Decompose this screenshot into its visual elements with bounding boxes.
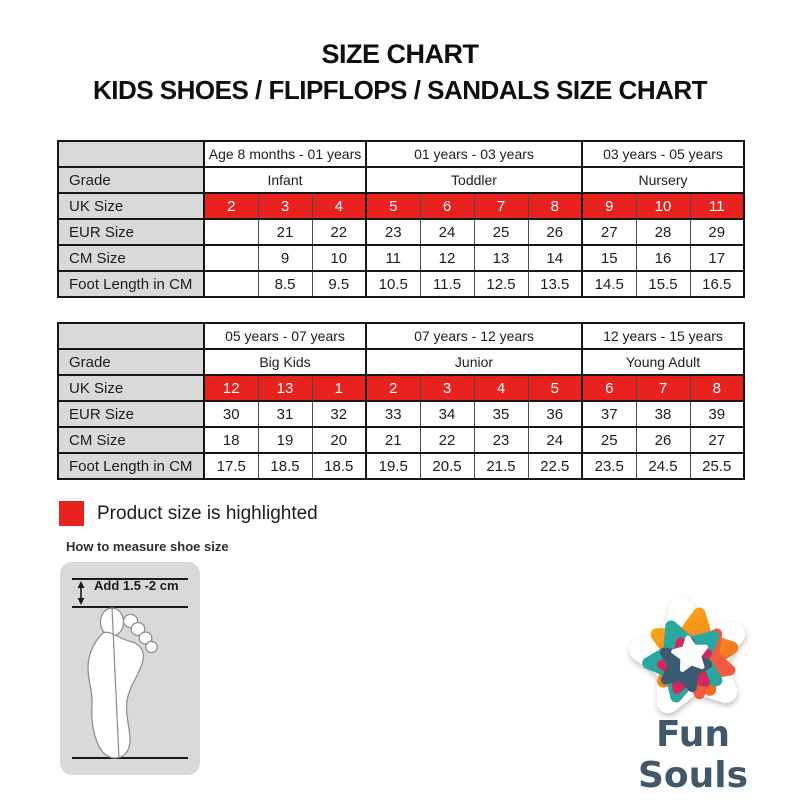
- uk-size-cell: 5: [366, 193, 420, 219]
- size-value-cell: 24: [528, 427, 582, 453]
- size-value-cell: 9: [258, 245, 312, 271]
- uk-size-cell: 9: [582, 193, 636, 219]
- row-label-cell: EUR Size: [58, 401, 204, 427]
- age-group-cell: Age 8 months - 01 years: [204, 141, 366, 167]
- measure-heading: How to measure shoe size: [66, 539, 229, 554]
- size-value-cell: 23: [366, 219, 420, 245]
- uk-size-cell: 6: [420, 193, 474, 219]
- row-label-cell: CM Size: [58, 427, 204, 453]
- size-value-cell: 26: [636, 427, 690, 453]
- grade-row: [58, 167, 744, 193]
- size-value-cell: 23: [474, 427, 528, 453]
- size-value-cell: 33: [366, 401, 420, 427]
- uk-size-cell: 2: [204, 193, 258, 219]
- uk-size-cell: 8: [528, 193, 582, 219]
- size-value-cell: 25.5: [690, 453, 744, 479]
- size-value-cell: 18.5: [312, 453, 366, 479]
- uk-size-cell: 11: [690, 193, 744, 219]
- cm-size-row: [58, 245, 744, 271]
- row-label-cell: Grade: [58, 349, 204, 375]
- size-value-cell: 10.5: [366, 271, 420, 297]
- size-value-cell: 32: [312, 401, 366, 427]
- size-value-cell: 21.5: [474, 453, 528, 479]
- size-value-cell: 24.5: [636, 453, 690, 479]
- row-label-cell: Foot Length in CM: [58, 453, 204, 479]
- page-title: [0, 36, 800, 108]
- row-label-cell: Foot Length in CM: [58, 271, 204, 297]
- size-value-cell: 14.5: [582, 271, 636, 297]
- uk-size-cell: 12: [204, 375, 258, 401]
- fun-souls-star-icon: [608, 594, 778, 722]
- size-value-cell: 9.5: [312, 271, 366, 297]
- size-value-cell: 14: [528, 245, 582, 271]
- size-value-cell: 15.5: [636, 271, 690, 297]
- age-group-cell: 03 years - 05 years: [582, 141, 744, 167]
- legend: [59, 501, 318, 526]
- grade-cell: Nursery: [582, 167, 744, 193]
- corner-cell: [58, 323, 204, 349]
- grade-cell: Young Adult: [582, 349, 744, 375]
- uk-size-cell: 13: [258, 375, 312, 401]
- uk-size-cell: 6: [582, 375, 636, 401]
- size-value-cell: 23.5: [582, 453, 636, 479]
- size-value-cell: 17: [690, 245, 744, 271]
- size-value-cell: 27: [582, 219, 636, 245]
- row-label-cell: EUR Size: [58, 219, 204, 245]
- size-value-cell: 15: [582, 245, 636, 271]
- row-label-cell: Grade: [58, 167, 204, 193]
- uk-size-cell: 7: [474, 193, 528, 219]
- size-value-cell: 19.5: [366, 453, 420, 479]
- size-value-cell: [204, 271, 258, 297]
- size-table-older: [57, 322, 745, 480]
- size-value-cell: 18.5: [258, 453, 312, 479]
- size-value-cell: 28: [636, 219, 690, 245]
- grade-cell: Junior: [366, 349, 582, 375]
- foot-length-in-cm-row: [58, 453, 744, 479]
- size-value-cell: 25: [474, 219, 528, 245]
- age-group-cell: 12 years - 15 years: [582, 323, 744, 349]
- size-value-cell: 27: [690, 427, 744, 453]
- size-value-cell: 34: [420, 401, 474, 427]
- age-group-cell: 01 years - 03 years: [366, 141, 582, 167]
- uk-size-cell: 2: [366, 375, 420, 401]
- size-value-cell: 39: [690, 401, 744, 427]
- legend-label: Product size is highlighted: [97, 502, 318, 524]
- size-value-cell: 35: [474, 401, 528, 427]
- uk-size-cell: 4: [474, 375, 528, 401]
- uk-size-cell: 7: [636, 375, 690, 401]
- title-line-2: KIDS SHOES / FLIPFLOPS / SANDALS SIZE CHART: [92, 75, 708, 105]
- size-value-cell: 10: [312, 245, 366, 271]
- uk-size-cell: 3: [258, 193, 312, 219]
- cm-size-row: [58, 427, 744, 453]
- age-group-cell: 05 years - 07 years: [204, 323, 366, 349]
- uk-size-cell: 8: [690, 375, 744, 401]
- uk-size-row: [58, 375, 744, 401]
- size-value-cell: 22.5: [528, 453, 582, 479]
- size-value-cell: 16.5: [690, 271, 744, 297]
- size-value-cell: [204, 219, 258, 245]
- size-value-cell: 37: [582, 401, 636, 427]
- grade-cell: Big Kids: [204, 349, 366, 375]
- size-value-cell: 24: [420, 219, 474, 245]
- row-label-cell: CM Size: [58, 245, 204, 271]
- size-value-cell: 16: [636, 245, 690, 271]
- measure-diagram: [60, 562, 200, 775]
- size-value-cell: 12.5: [474, 271, 528, 297]
- uk-size-cell: 5: [528, 375, 582, 401]
- title-line-1: SIZE CHART: [321, 39, 479, 69]
- size-value-cell: 38: [636, 401, 690, 427]
- size-value-cell: 25: [582, 427, 636, 453]
- size-value-cell: 13: [474, 245, 528, 271]
- age-group-row: [58, 323, 744, 349]
- uk-size-row: [58, 193, 744, 219]
- size-value-cell: 20: [312, 427, 366, 453]
- size-value-cell: 8.5: [258, 271, 312, 297]
- size-value-cell: 22: [420, 427, 474, 453]
- measure-annotation: Add 1.5 -2 cm: [94, 578, 179, 593]
- size-value-cell: 36: [528, 401, 582, 427]
- size-value-cell: 18: [204, 427, 258, 453]
- size-value-cell: 21: [366, 427, 420, 453]
- size-value-cell: 11: [366, 245, 420, 271]
- grade-cell: Infant: [204, 167, 366, 193]
- size-value-cell: 26: [528, 219, 582, 245]
- size-value-cell: 30: [204, 401, 258, 427]
- double-arrow-icon: [78, 581, 85, 605]
- eur-size-row: [58, 401, 744, 427]
- row-label-cell: UK Size: [58, 375, 204, 401]
- age-group-row: [58, 141, 744, 167]
- size-table-younger: [57, 140, 745, 298]
- foot-length-in-cm-row: [58, 271, 744, 297]
- uk-size-cell: 10: [636, 193, 690, 219]
- grade-row: [58, 349, 744, 375]
- grade-cell: Toddler: [366, 167, 582, 193]
- size-value-cell: 22: [312, 219, 366, 245]
- size-value-cell: 31: [258, 401, 312, 427]
- corner-cell: [58, 141, 204, 167]
- highlight-swatch: [59, 501, 84, 526]
- uk-size-cell: 4: [312, 193, 366, 219]
- size-value-cell: 13.5: [528, 271, 582, 297]
- uk-size-cell: 3: [420, 375, 474, 401]
- size-value-cell: 12: [420, 245, 474, 271]
- brand-name: Fun Souls: [637, 714, 749, 796]
- foot-outline-icon: [60, 562, 200, 775]
- size-value-cell: 20.5: [420, 453, 474, 479]
- size-value-cell: [204, 245, 258, 271]
- row-label-cell: UK Size: [58, 193, 204, 219]
- size-value-cell: 29: [690, 219, 744, 245]
- size-value-cell: 21: [258, 219, 312, 245]
- size-value-cell: 17.5: [204, 453, 258, 479]
- uk-size-cell: 1: [312, 375, 366, 401]
- age-group-cell: 07 years - 12 years: [366, 323, 582, 349]
- eur-size-row: [58, 219, 744, 245]
- size-value-cell: 19: [258, 427, 312, 453]
- size-value-cell: 11.5: [420, 271, 474, 297]
